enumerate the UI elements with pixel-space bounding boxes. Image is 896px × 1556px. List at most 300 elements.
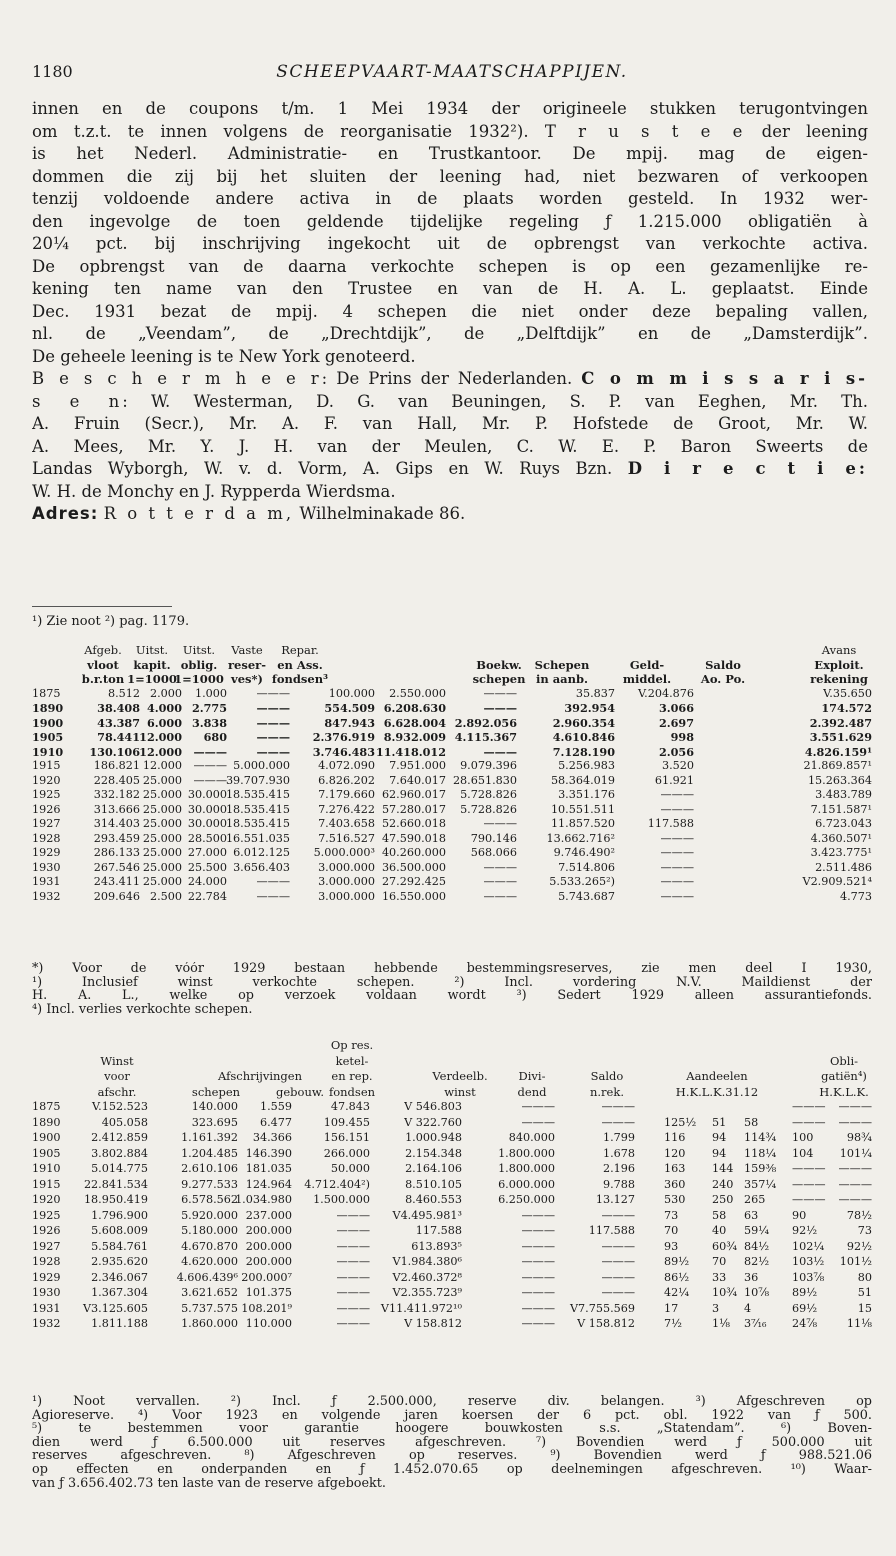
table-row xyxy=(32,875,872,890)
table-cell: 2.511.486 xyxy=(815,860,872,874)
table-cell: ——— xyxy=(256,744,290,759)
table-cell: 568.066 xyxy=(470,846,517,859)
page-number: 1180 xyxy=(32,62,73,81)
column-header: ves*) xyxy=(231,672,263,686)
running-title: SCHEEPVAART-MAATSCHAPPIJEN. xyxy=(276,62,628,82)
page-header xyxy=(32,62,872,86)
row-year: 1890 xyxy=(32,701,64,715)
table-cell: 2.892.056 xyxy=(454,715,517,730)
table-cell: 2.056 xyxy=(658,744,694,759)
row-year: 1927 xyxy=(32,1239,61,1253)
table-cell: 2.550.000 xyxy=(389,686,446,700)
table-cell: 1.800.000 xyxy=(498,1162,555,1175)
table-cell: ——— xyxy=(601,1208,635,1222)
table-cell: 117.588 xyxy=(588,1224,635,1237)
commissarissen-text: : W. Westerman, D. G. van Beuningen, S. P. van Eeghen, Mr. Th. xyxy=(122,391,868,411)
table-cell: ——— xyxy=(483,686,517,700)
table-cell: 3.483.789 xyxy=(815,788,872,801)
table-row xyxy=(32,788,872,803)
table-cell: 5.608.009 xyxy=(91,1224,148,1237)
table-cell: 117.588 xyxy=(647,817,694,830)
commissarissen-label-cont: s e n xyxy=(32,391,123,411)
beschermheer-text: : De Prins der Nederlanden. xyxy=(321,369,573,388)
table-cell: 4.360.507¹ xyxy=(810,831,872,845)
profit-table-footnotes xyxy=(32,1395,872,1490)
table-cell: 267.546 xyxy=(93,860,140,874)
table-cell: 1.204.485 xyxy=(181,1146,238,1160)
table-cell: ——— xyxy=(521,1286,555,1299)
row-year: 1928 xyxy=(32,831,61,845)
table-cell: 94 xyxy=(712,1131,727,1144)
row-year: 1927 xyxy=(32,817,61,830)
table-cell: 69½ xyxy=(792,1301,818,1315)
table-cell: 2.697 xyxy=(658,715,694,730)
table-cell: 3.551.629 xyxy=(809,730,872,744)
table-cell: 200.000 xyxy=(245,1224,292,1237)
table-cell: 186.821 xyxy=(93,759,140,772)
body-line xyxy=(32,391,868,414)
table-cell: 36.500.000 xyxy=(381,860,446,874)
table-row xyxy=(32,1193,872,1209)
table-cell: 62.960.017 xyxy=(381,788,446,801)
table-cell: 73 xyxy=(664,1208,679,1222)
table-header-row xyxy=(32,1085,872,1101)
table-cell: 124.964 xyxy=(245,1177,292,1191)
table-cell: ——— xyxy=(601,1100,635,1113)
column-header: afschr. xyxy=(97,1084,137,1099)
table-cell: 57.280.017 xyxy=(381,802,446,816)
body-line: innen en de coupons t/m. 1 Mei 1934 der origineele stukken terugontvingen xyxy=(32,99,868,118)
table-cell: 5.533.265²) xyxy=(549,875,615,888)
table-cell: 144 xyxy=(712,1162,734,1175)
table-cell: 11⅛ xyxy=(846,1317,872,1330)
column-header: H.K.L.K.31.12 xyxy=(675,1084,759,1099)
table-cell: 70 xyxy=(664,1224,679,1237)
column-header: Schepen xyxy=(534,657,590,672)
table-cell: 2.346.067 xyxy=(91,1270,148,1284)
table-cell: 6.578.562 xyxy=(181,1193,238,1206)
address-line xyxy=(32,503,868,526)
table-cell: 7.640.017 xyxy=(389,773,446,787)
table-row xyxy=(32,890,872,905)
table-cell: 40.260.000 xyxy=(381,846,446,859)
table-cell: V.35.650 xyxy=(823,686,872,700)
row-year: 1930 xyxy=(32,860,61,874)
table-row xyxy=(32,1224,872,1240)
table-cell: 16.550.000 xyxy=(381,889,446,903)
table-cell: 17 xyxy=(664,1301,679,1315)
table-cell: 108.201⁹ xyxy=(241,1301,292,1315)
table-cell: V2.460.372⁸ xyxy=(392,1270,462,1284)
table-cell: ——— xyxy=(483,875,517,888)
table-cell: 39.707.930 xyxy=(225,773,290,787)
table-cell: V4.495.981³ xyxy=(392,1208,462,1222)
table-cell: 6.723.043 xyxy=(815,817,872,830)
row-year: 1920 xyxy=(32,1193,61,1206)
table-cell: 13.127 xyxy=(595,1193,635,1206)
table-cell: 43.387 xyxy=(97,715,140,730)
column-header: kapit. xyxy=(133,657,171,672)
body-line: nl. de „Veendam”, de „Drechtdijk”, de „Delftdijk” en de „Damsterdijk”. xyxy=(32,324,868,343)
table-cell: 1.000.948 xyxy=(405,1131,462,1144)
table-cell: 250 xyxy=(712,1193,734,1206)
table-cell: 15.263.364 xyxy=(807,773,872,787)
address-city: R o t t e r d a m, xyxy=(103,504,295,523)
table-cell: 3.656.403 xyxy=(233,860,290,874)
table-row xyxy=(32,817,872,832)
table-cell: 6.477 xyxy=(259,1115,292,1129)
body-line: is het Nederl. Administratie- en Trustkantoor. De mpij. mag de eigen- xyxy=(32,144,868,163)
table-cell: 140.000 xyxy=(191,1100,238,1113)
table-cell: 25.000 xyxy=(142,860,182,874)
table-cell: 200.000 xyxy=(245,1239,292,1253)
column-header: Exploit. xyxy=(814,657,864,672)
table-cell: 18.535.415 xyxy=(225,788,290,801)
table-cell: 790.146 xyxy=(470,831,517,845)
column-header: Saldo xyxy=(590,1069,624,1083)
table-cell: 125½ xyxy=(664,1115,697,1129)
footnote-line: ⁵) te bestemmen voor garantie hoogere bouwkosten s.s. „Statendam”. ⁶) Boven- xyxy=(32,1422,872,1436)
table-cell: 4 xyxy=(744,1301,752,1315)
body-line: A. Mees, Mr. Y. J. H. van der Meulen, C. W. E. P. Baron Sweerts de xyxy=(32,436,868,456)
table-cell: 314.403 xyxy=(93,817,140,830)
column-header: Geld- xyxy=(629,657,665,672)
table-cell: 7.128.190 xyxy=(552,744,615,759)
column-header: Afgeb. xyxy=(84,643,122,657)
table-cell: ——— xyxy=(601,1115,635,1129)
table-cell: 323.695 xyxy=(191,1115,238,1129)
table-cell: 38.408 xyxy=(97,701,140,715)
column-header: en rep. xyxy=(331,1069,373,1083)
body-line xyxy=(32,458,868,481)
table-cell: 28.500 xyxy=(187,831,227,845)
table-cell: 28.651.830 xyxy=(452,773,517,787)
body-line-text: om t.z.t. te innen volgens de reorganisatie 1932²). xyxy=(32,121,529,141)
table-cell: ——— xyxy=(601,1255,635,1268)
table-cell: 1.000 xyxy=(194,686,227,700)
footnote-line: ¹) Inclusief winst verkochte schepen. ²) Incl. vordering N.V. Maildienst der xyxy=(32,975,872,990)
column-header: b.r.ton xyxy=(81,672,125,686)
table-cell: 25.000 xyxy=(142,817,182,830)
table-row xyxy=(32,716,872,731)
column-header: Avans xyxy=(821,643,857,657)
table-cell: 6.826.202 xyxy=(318,773,375,787)
table-cell: 1.860.000 xyxy=(181,1317,238,1330)
footnote-line: H. A. L., welke op verzoek voldaan wordt ³) Sedert 1929 alleen assurantiefonds. xyxy=(32,989,872,1003)
table-cell: 243.411 xyxy=(93,875,140,888)
directie-label: D i r e c t i e: xyxy=(627,459,868,478)
table-cell: 613.893⁵ xyxy=(411,1239,462,1253)
table-cell: ——— xyxy=(521,1255,555,1268)
commissarissen-end: Landas Wyborgh, W. v. d. Vorm, A. Gips en W. Ruys Bzn. xyxy=(32,459,613,478)
table-cell: 94 xyxy=(712,1146,727,1160)
table-cell: 47.843 xyxy=(330,1100,370,1113)
table-cell: 3.746.483 xyxy=(312,744,375,759)
table-row xyxy=(32,846,872,861)
table-header-row xyxy=(32,658,872,673)
column-header: oblig. xyxy=(180,657,218,672)
table-row xyxy=(32,730,872,745)
table-cell: 61.921 xyxy=(654,773,694,787)
table-cell: 5.920.000 xyxy=(181,1208,238,1222)
column-header: gatiën⁴) xyxy=(821,1069,867,1083)
table-cell: 58.364.019 xyxy=(550,773,615,787)
table-cell: 240 xyxy=(712,1177,734,1191)
row-year: 1926 xyxy=(32,802,61,816)
body-line: De geheele leening is te New York genoteerd. xyxy=(32,346,416,366)
table-cell: 25.000 xyxy=(142,788,182,801)
table-cell: 18.535.415 xyxy=(225,817,290,830)
table-cell: ——— xyxy=(601,1239,635,1253)
table-cell: 313.666 xyxy=(93,802,140,816)
table-cell: ——— xyxy=(336,1255,370,1268)
table-cell: 159⅜ xyxy=(744,1162,777,1175)
table-cell: 163 xyxy=(664,1162,686,1175)
table-cell: ——— xyxy=(838,1100,872,1113)
table-row xyxy=(32,832,872,847)
table-cell: ——— xyxy=(256,701,290,715)
table-cell: 266.000 xyxy=(323,1146,370,1160)
table-cell: 8.512 xyxy=(107,686,140,700)
column-header: Vaste xyxy=(231,643,263,657)
table-cell: 6.000 xyxy=(146,715,182,730)
table-cell: 181.035 xyxy=(245,1162,292,1175)
table-cell: 12.000 xyxy=(142,759,182,772)
table-cell: 5.014.775 xyxy=(91,1162,148,1175)
table-cell: 4.826.159¹ xyxy=(804,744,872,759)
table-row xyxy=(32,1116,872,1132)
table-cell: ——— xyxy=(521,1208,555,1222)
table-cell: 530 xyxy=(664,1193,686,1206)
table-cell: 847.943 xyxy=(324,715,375,730)
table-row xyxy=(32,1209,872,1225)
table-cell: 25.000 xyxy=(142,875,182,888)
body-line: dommen die zij bij het sluiten der leening had, niet bezwaren of verkoopen xyxy=(32,166,868,186)
table-cell: 2.164.106 xyxy=(405,1162,462,1175)
column-header: rekening xyxy=(810,672,868,686)
column-header: Afschrijvingen xyxy=(217,1069,303,1083)
table-cell: 200.000⁷ xyxy=(241,1270,292,1284)
table-row xyxy=(32,1178,872,1194)
table-cell: ——— xyxy=(483,701,517,715)
table-cell: 100 xyxy=(792,1131,814,1144)
footnote: ¹) Zie noot ²) pag. 1179. xyxy=(32,614,190,629)
table-cell: 4.712.404²) xyxy=(304,1177,370,1191)
table-cell: ——— xyxy=(256,730,290,744)
column-header: in aanb. xyxy=(535,672,589,686)
table-cell: ——— xyxy=(483,860,517,874)
table-cell: 27.000 xyxy=(187,846,227,859)
table-cell: 2.775 xyxy=(191,701,227,715)
table-cell: 840.000 xyxy=(508,1131,555,1144)
table-cell: 25.000 xyxy=(142,831,182,845)
row-year: 1915 xyxy=(32,1177,61,1191)
table-cell: 3.621.652 xyxy=(181,1286,238,1299)
table-row xyxy=(32,1100,872,1116)
table-cell: V 322.760 xyxy=(404,1115,462,1129)
table-cell: 3⁷⁄₁₆ xyxy=(744,1317,767,1330)
table-cell: 405.058 xyxy=(101,1115,148,1129)
row-year: 1928 xyxy=(32,1255,61,1268)
row-year: 1932 xyxy=(32,889,61,903)
table-cell: 92½ xyxy=(792,1224,818,1237)
table-cell: 2.610.106 xyxy=(181,1162,238,1175)
table-cell: 6.208.630 xyxy=(383,701,446,715)
row-year: 1931 xyxy=(32,875,61,888)
table-cell: 4.606.439⁶ xyxy=(176,1270,238,1284)
table-cell: 109.455 xyxy=(323,1115,370,1129)
table-header-row xyxy=(32,1038,872,1054)
table-cell: 1⅛ xyxy=(712,1317,730,1330)
table-cell: 12.000 xyxy=(139,730,182,744)
row-year: 1900 xyxy=(32,715,64,730)
table-cell: 25.000 xyxy=(142,846,182,859)
table-cell: 2.154.348 xyxy=(405,1146,462,1160)
table-cell: 100.000 xyxy=(328,686,375,700)
table-header-row xyxy=(32,1054,872,1070)
column-header: winst xyxy=(444,1084,476,1099)
column-header: voor xyxy=(104,1069,130,1083)
row-year: 1875 xyxy=(32,1100,61,1113)
table-row xyxy=(32,774,872,789)
table-cell: 7.514.806 xyxy=(558,860,615,874)
body-line xyxy=(32,368,868,391)
table-cell: 357¼ xyxy=(744,1177,777,1191)
beschermheer-label: B e s c h e r m h e e r xyxy=(32,369,322,388)
table-cell: 21.869.857¹ xyxy=(803,759,872,772)
table-cell: 89½ xyxy=(664,1255,690,1268)
table-cell: 118¼ xyxy=(744,1146,777,1160)
row-year: 1925 xyxy=(32,1208,61,1222)
row-year: 1931 xyxy=(32,1301,61,1315)
table-cell: 1.678 xyxy=(602,1146,635,1160)
table-cell: 5.000.000³ xyxy=(313,846,375,859)
table-cell: ——— xyxy=(838,1177,872,1191)
table-cell: 22.841.534 xyxy=(83,1177,148,1191)
table-cell: ——— xyxy=(521,1317,555,1330)
table-cell: 286.133 xyxy=(93,846,140,859)
table-cell: 4.072.090 xyxy=(318,759,375,772)
table-cell: 7.951.000 xyxy=(389,759,446,772)
table-cell: 4.000 xyxy=(146,701,182,715)
table-cell: 1.034.980 xyxy=(235,1193,292,1206)
table-cell: 4.620.000 xyxy=(181,1255,238,1268)
body-line: 20¼ pct. bij inschrijving ingekocht uit de opbrengst van verkochte activa. xyxy=(32,234,868,253)
table-cell: ——— xyxy=(660,860,694,874)
table-cell: 22.784 xyxy=(187,889,227,903)
table-cell: V11.411.972¹⁰ xyxy=(380,1301,462,1315)
table-cell: ——— xyxy=(483,817,517,830)
footnote-line: reserves afgeschreven. ⁸) Afgeschreven op reserves. ⁹) Bovendien werd ƒ 988.521.06 xyxy=(32,1449,872,1463)
table-cell: 101½ xyxy=(839,1255,872,1268)
row-year: 1930 xyxy=(32,1286,61,1299)
table-cell: 2.960.354 xyxy=(552,715,615,730)
address-label: Adres: xyxy=(32,504,99,523)
column-header: 1=1000 xyxy=(174,672,224,686)
body-line: kening ten name van den Trustee en van de H. A. L. geplaatst. Einde xyxy=(32,279,868,298)
table-cell: 5.256.983 xyxy=(558,759,615,772)
table-cell: 101¼ xyxy=(839,1146,872,1160)
table-cell: 228.405 xyxy=(93,773,140,787)
column-header: Aandeelen xyxy=(686,1069,748,1083)
table-cell: ——— xyxy=(256,875,290,888)
table-header-row xyxy=(32,672,872,687)
table-row xyxy=(32,861,872,876)
table-cell: 3.000.000 xyxy=(318,875,375,888)
table-cell: 12.000 xyxy=(139,744,182,759)
column-header: Boekw. xyxy=(476,657,522,672)
table-cell: 174.572 xyxy=(821,701,872,715)
table-cell: V7.755.569 xyxy=(569,1301,635,1315)
column-header: Uitst. xyxy=(182,643,216,657)
table-cell: 7½ xyxy=(664,1317,682,1330)
table-cell: 9.277.533 xyxy=(181,1177,238,1191)
table-cell: ——— xyxy=(792,1115,826,1129)
table-cell: 392.954 xyxy=(564,701,615,715)
column-header: Verdeelb. xyxy=(432,1069,488,1083)
table-cell: 360 xyxy=(664,1177,686,1191)
column-header: en Ass. xyxy=(277,657,323,672)
table-cell: 114¾ xyxy=(744,1131,777,1144)
table-cell: 156.151 xyxy=(323,1131,370,1144)
table-cell: ——— xyxy=(483,744,517,759)
table-cell: 120 xyxy=(664,1146,686,1160)
table-cell: ——— xyxy=(193,773,227,787)
table-cell: 59¼ xyxy=(744,1224,770,1237)
table-cell: 15 xyxy=(857,1301,872,1315)
column-header: ketel- xyxy=(335,1053,369,1068)
footnote-line: ⁴) Incl. verlies verkochte schepen. xyxy=(32,1002,253,1017)
profit-table xyxy=(32,1038,872,1333)
table-cell: 30.000 xyxy=(187,802,227,816)
table-cell: ——— xyxy=(660,788,694,801)
table-cell: 93 xyxy=(664,1239,679,1253)
table-cell: ——— xyxy=(601,1286,635,1299)
table-cell: 34.366 xyxy=(252,1131,292,1144)
table-cell: 4.610.846 xyxy=(552,730,615,744)
balance-table-footnotes xyxy=(32,962,872,1016)
column-header: Divi- xyxy=(518,1069,546,1083)
table-cell: 1.559 xyxy=(259,1100,292,1113)
table-cell: 1.811.188 xyxy=(91,1317,148,1330)
table-cell: 110.000 xyxy=(245,1317,292,1330)
table-cell: 9.079.396 xyxy=(460,759,517,772)
body-line: den ingevolge de toen geldende tijdelijke regeling ƒ 1.215.000 obligatiën à xyxy=(32,211,868,231)
table-cell: 11.418.012 xyxy=(375,744,446,759)
table-cell: ——— xyxy=(336,1301,370,1315)
table-cell: 209.646 xyxy=(93,889,140,903)
table-cell: 92½ xyxy=(846,1239,872,1253)
table-cell: 3.066 xyxy=(658,701,694,715)
column-header: Repar. xyxy=(281,643,319,657)
table-cell: 3.838 xyxy=(191,715,227,730)
row-year: 1925 xyxy=(32,788,61,801)
table-cell: 70 xyxy=(712,1255,727,1268)
table-cell: 1.367.304 xyxy=(91,1286,148,1299)
table-row xyxy=(32,1286,872,1302)
table-cell: 8.510.105 xyxy=(405,1177,462,1191)
table-cell: ——— xyxy=(336,1239,370,1253)
body-line: tenzij voldoende andere activa in de plaats worden gesteld. In 1932 wer- xyxy=(32,189,868,208)
column-header: dend xyxy=(517,1084,547,1099)
column-header: Op res. xyxy=(330,1038,374,1052)
table-cell: ——— xyxy=(601,1270,635,1284)
table-cell: 5.728.826 xyxy=(460,802,517,816)
table-cell: ——— xyxy=(792,1193,826,1206)
table-cell: 237.000 xyxy=(245,1208,292,1222)
table-cell: 200.000 xyxy=(245,1255,292,1268)
table-cell: 1.161.392 xyxy=(181,1131,238,1144)
